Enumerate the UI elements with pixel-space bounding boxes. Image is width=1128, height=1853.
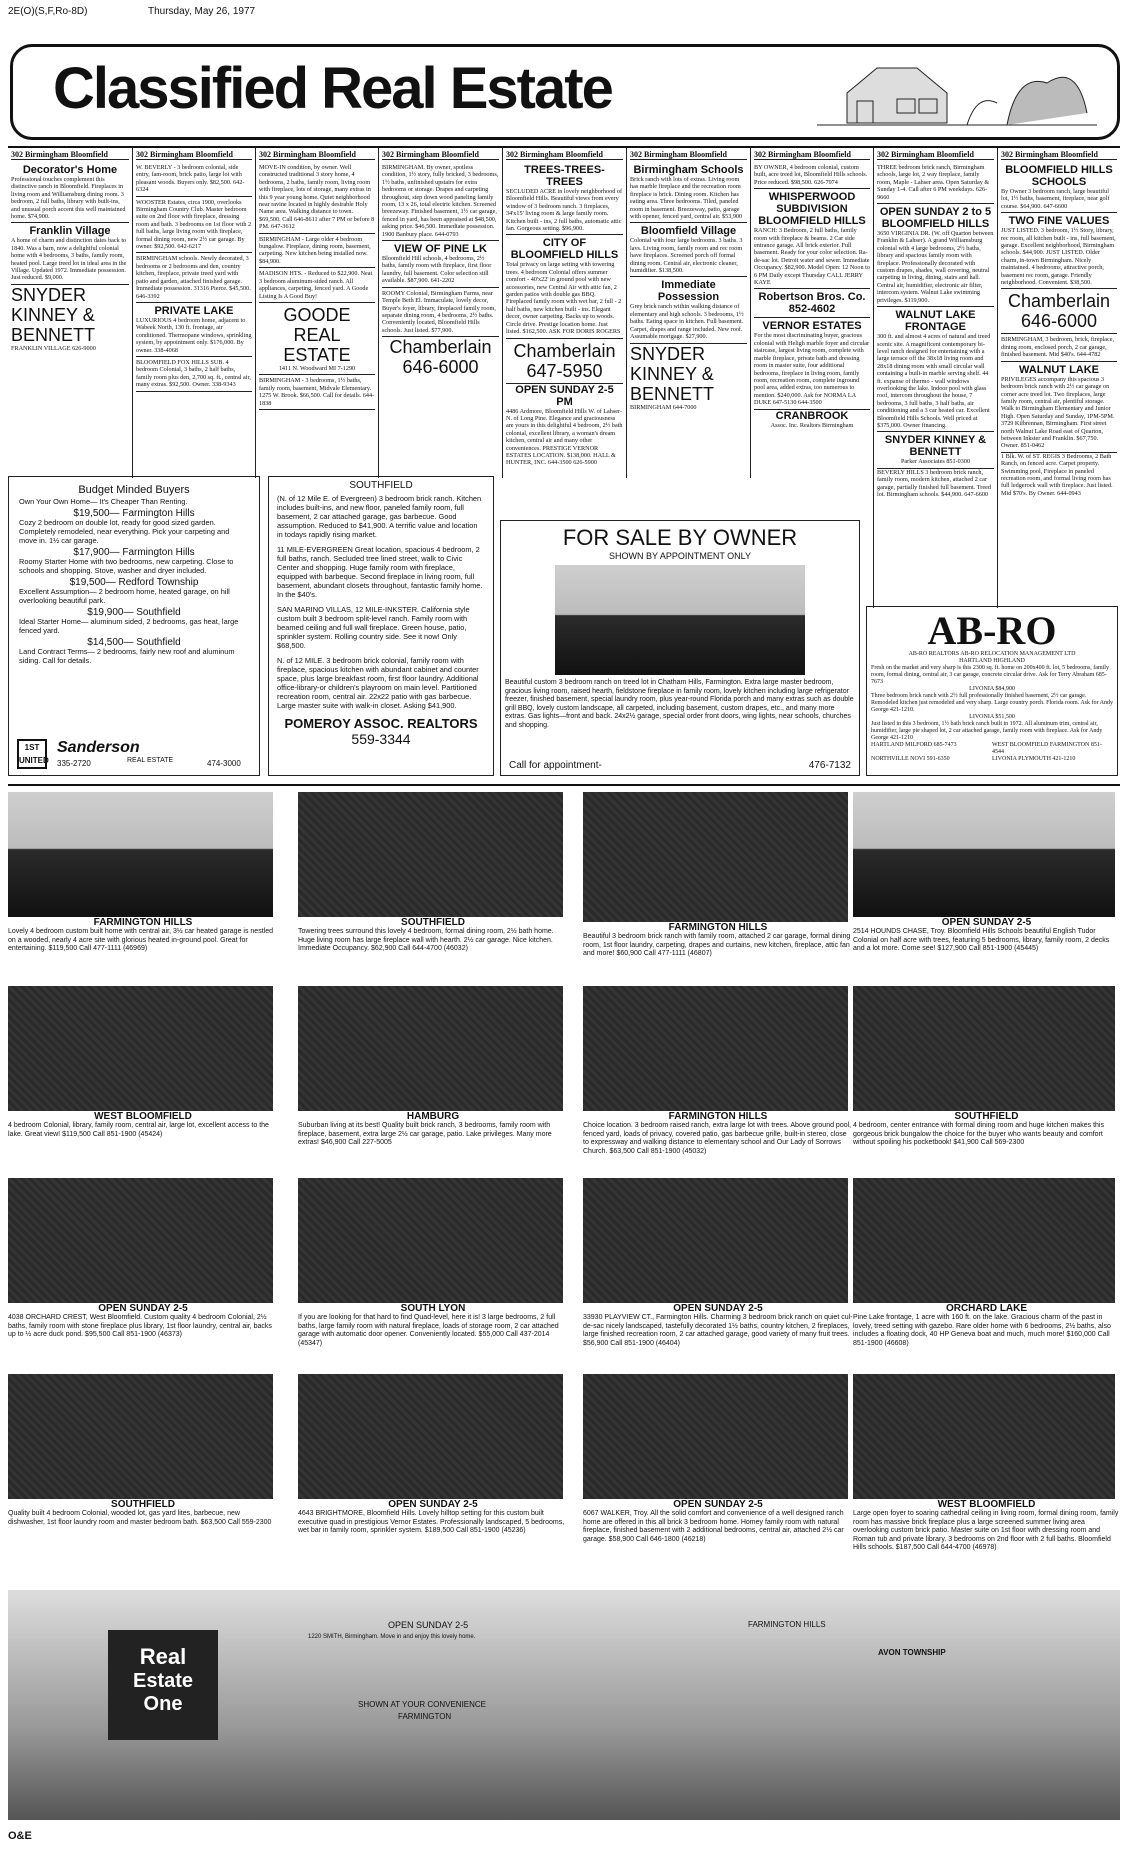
ad-body: 300 ft. and almost 4 acres of natural and treed scenic site. A magnificent contemporary bi-level ranch designed for entertaining with a large terrace off the 38x18 living room and 28x18 dining room with small circular wall containing a built-in marble serving shelf. 44 ft. expanse of thermo - wall windows overlooking the lake. Indoor pool with glass roof, intercom throughout the house, 7 bedrooms, 3 full baths, 3 half baths, air conditioning and a 3 car heated car. Excellent Bloomfield Hills Schools. Well priced at $375,000. Owner financing. [877, 333, 991, 429]
listing-title: SOUTHFIELD [401, 917, 465, 928]
pomeroy-name: POMEROY ASSOC. REALTORS [284, 716, 478, 731]
listing-card [298, 1178, 568, 1358]
ad-body: Parker Associates 851-0300 [900, 458, 971, 466]
ad-title: WALNUT LAKE [1018, 363, 1100, 376]
listing-desc: 6067 WALKER, Troy. All the solid comfort and convenience of a well designed ranch home are offered in this all brick 3 bedroom home. Homey family room with natural fireplace, finished basement with 2 additional bedrooms, central air, attached 2½ car garage. $58,900 Call 646-1800 (46218) [583, 1510, 844, 1543]
fsbo-call: Call for appointment- [509, 760, 602, 771]
first-united-logo: 1ST UNITED [17, 739, 47, 769]
banner [10, 44, 1120, 140]
abro-ad [866, 606, 1118, 776]
house-photo [8, 1374, 273, 1499]
ad-title: Franklin Village [29, 225, 111, 238]
listing-desc: 33930 PLAYVIEW CT., Farmington Hills. Charming 3 bedroom brick ranch on quiet cul-de-sac nicely landscaped, tastefully decorated 1½ baths, country kitchen, 2 fireplaces, large finished recreation room, 2 car attached garage, good variety of many fruit trees. $56,900 Call 851-1900 (46404) [583, 1314, 853, 1347]
listing-desc: Quality built 4 bedroom Colonial, wooded lot, gas yard lites, barbecue, new dishwasher, 1st floor laundry room and master bedroom bath. $63,500 Call 559-2300 [8, 1510, 272, 1526]
ad-body: 4486 Ardmore, Bloomfield Hills W. of Lahser-N. of Long Pine. Elegance and graciousness are yours in this delightful 4 bedroom, 2½ bath colonial, excellent library, a woman's dream kitchen, central air and many other conveniences. PRESTIGE VERNOR ESTATES LOCATION. $138,000. HALL & HUNTER, INC. 644-3500 626-5900 [506, 407, 623, 467]
ad-body: BIRMINGHAM - 3 bedrooms, 1½ baths, family room, basement, Midvale Elementary. 1275 W. Brook. $66,500. Call for details. 644-1838 [259, 377, 375, 407]
bottom-strip [8, 1590, 1120, 1820]
column-heading: 302 Birmingham Bloomfield [754, 150, 870, 160]
ad-body: BIRMINGHAM schools. Newly decorated, 3 bedrooms or 2 bedrooms and den, country kitchen, fireplace, private treed yard with patio and garden, attached finished garage. Immediate possession. 31316 Pierce. $45,500. 646-3392 [136, 255, 251, 300]
house-photo [853, 792, 1115, 917]
pomeroy-ad [268, 476, 494, 776]
ad-body: BIRMINGHAM. By owner, spotless condition, 1½ story, fully bricked, 3 bedrooms, 1½ baths, unfinished upstairs for extra bedrooms or storage. Drapes and carpeting throughout, step down wood paneling family room, 13 x 26, total electric kitchen. Screened breezeway. Finished basement, 1½ car garage, fenced in yard, has been appraised at $48,500, asking price. $46,500. Immediate possession. 1900 Banbury place. 644-0793 [382, 164, 499, 238]
listing-desc: Pine Lake frontage, 1 acre with 160 ft. on the lake. Gracious charm of the past in lovely, treed setting with gazebo. Rare older home with 6 bedrooms, 2½ baths, also includes a floating dock, 40 HP Geneva boat and much, much more! $160,000 Call 851-1900 (46608) [853, 1314, 1111, 1347]
listing-desc: 2514 HOUNDS CHASE, Troy. Bloomfield Hills Schools beautiful English Tudor Colonial on half acre with trees, featuring 5 bedrooms, library, family room, 2 decks and a lot more. Come see! $127,900 Call 851-1900 (45445) [853, 928, 1110, 952]
column-heading: 302 Birmingham Bloomfield [382, 150, 499, 160]
listing-desc: 4 bedroom, center entrance with formal dining room and huge kitchen makes this gorgeous brick bungalow the choice for the buyer who wants beauty and comfort without spoiling his pocketbook! $41,900 Call 569-2300 [853, 1122, 1104, 1146]
listing-title: WEST BLOOMFIELD [94, 1111, 192, 1122]
listing-title: ORCHARD LAKE [945, 1303, 1028, 1314]
listing-card [853, 986, 1120, 1166]
ad-body: LUXURIOUS 4 bedroom home, adjacent to Wabeek North, 130 ft. frontage, air conditioned. Thermopane windows, sprinkling system, by appointment only. $176,000. By owner. 338-4068 [136, 316, 252, 354]
ad-title: PRIVATE LAKE [154, 304, 234, 317]
listing-price: $17,900— Farmington Hills [73, 547, 195, 558]
ad-body: BLOOMFIELD FOX HILLS SUB. 4 bedroom Colonial, 3 baths, 2 half baths, family room plus den, 2,700 sq. ft., central air, many extras. $92,500. Owner. 338-9343 [136, 358, 251, 389]
listing-desc: N. of 12 MILE. 3 bedroom brick colonial, family room with fireplace, spacious kitchen with abundant cabinet and counter space, plus large breakfast room, first floor laundry. Additional office-library-or children's playroom on main level. Partitioned recreation room, central air. 22x22 patio with gas barbecue. Large master suite with walk-in closet. Asking $41,900. [277, 656, 479, 710]
agency-name: Chamberlain [1007, 291, 1111, 312]
ad-body: PRIVILEGES accompany this spacious 3 bedroom brick ranch with 2½ car garage on corner acre treed lot. Two fireplaces, large family room, central air, plentiful storage. Walk to Birmingham Elementary and Junior High. Open Saturday and Sunday, 1PM-5PM. 3729 Kilbrennan, Birmingham. First street north Walnut Lake Road east of Quarton, between Inkster and Franklin. $67,750. Owner. 851-0462 [1001, 375, 1115, 450]
column-8 [873, 148, 997, 608]
listing-price: $19,500— Redford Township [69, 577, 199, 588]
office: NORTHVILLE NOVI 591-6350 [871, 756, 950, 762]
fsbo-desc: Beautiful custom 3 bedroom ranch on treed lot in Chatham Hills, Farmington. Extra large master bedroom, gracious living room, raised hearth, fieldstone fireplace in family room, lovely kitchen including large refrigerator freezer, finished basement, special laundry room, plus year-round Florida porch and many extras such as double grill BBQ, lovely custom landscape, all carpeted, including basement, custom drapes, etc., and many more extras. Gas lights—front and back. 24x2½ garage, special order front doors, wing lights, near schools, churches and shopping. [505, 679, 854, 729]
ad-title: WALNUT LAKE FRONTAGE [895, 309, 976, 334]
ad-title: OPEN SUNDAY 2 to 5 BLOOMFIELD HILLS [879, 206, 992, 231]
listing-title: OPEN SUNDAY 2-5 [941, 917, 1032, 928]
ad-intro: Own Your Own Home— It's Cheaper Than Renting. [19, 497, 188, 506]
ad-title: Decorator's Home [22, 164, 118, 176]
ad-body: WOOSTER Estates, circa 1900, overlooks Birmingham Country Club. Master bedroom suite on 2nd floor with fireplace, dressing room and bath. 3 bedrooms on 1st floor with 2 full baths, large living room with fireplace, formal dining room, new 2½ car garage. By owner. $92,500. 642-6217 [136, 198, 252, 251]
agency-name: Robertson Bros. Co. [758, 291, 866, 304]
agency-name: SNYDER KINNEY & BENNETT [630, 343, 715, 404]
ad-title: TREES-TREES-TREES [524, 164, 605, 188]
column-heading: 302 Birmingham Bloomfield [1001, 150, 1117, 160]
logo-line: Estate [132, 1670, 194, 1692]
convenience: SHOWN AT YOUR CONVENIENCE [358, 1700, 487, 1709]
ad-body: By Owner 3 bedroom ranch, large beautiful lot, 1½ baths, basement, fireplace, near golf course. $64,900. 647-6600 [1001, 188, 1110, 210]
listing-price: $14,500— Southfield [87, 637, 181, 648]
listing-card [583, 1374, 853, 1554]
listing-desc: Roomy Starter Home with two bedrooms, new carpeting. Close to schools and shopping. Stove, washer and dryer included. [19, 557, 234, 575]
column-heading: 302 Birmingham Bloomfield [877, 150, 994, 160]
listing-card [853, 1374, 1120, 1554]
sanderson-name: Sanderson [57, 739, 140, 756]
column-2 [132, 148, 255, 478]
column-heading: 302 Birmingham Bloomfield [11, 150, 129, 160]
listing-title: OPEN SUNDAY 2-5 [673, 1303, 763, 1314]
column-1 [8, 148, 132, 478]
listing-desc: Choice location. 3 bedroom raised ranch, extra large lot with trees. Above ground pool, fenced yard, loads of privacy, covered patio, gas barbecue grille, built-in stereo, close to expressway and walking distance to elementary school and Our Lady of Sorrows Church. $63,500 Call 851-1900 (45032) [583, 1122, 852, 1155]
house-photo [298, 1178, 563, 1303]
ad-body: Total privacy on large setting with towering trees. 4 bedroom Colonial offers summer comfort - 40'x22' in ground pool with new accessories, new Central Air with attic fan, 2 garden patios with double gas BBQ. Fireplaced family room with wet bar, 2 full - 2 half baths, new kitchen built - ins. Elegant decor, owner carpeting. Backs up to woods. Circle drive. Prestige location home. Just listed. $162,500. ASK FOR DORIS ROGERS [506, 261, 622, 336]
ad-body: 3650 VIRGINIA DR. (W. off Quarton between Franklin & Lahser). A grand Williamsburg colonial with 4 large bedrooms, 2½ baths, library and spacious family room with fireplace. Professionally decorated with custom drapes, shades, wall covering, neutral carpeting in living, dining, stairs and hall. Central air, humidifier, electronic air filter, intercom system. Walnut Lake swimming privileges. $119,900. [877, 230, 994, 304]
listing-title: WEST BLOOMFIELD [937, 1499, 1036, 1510]
abro-listing: Three bedroom brick ranch with 2½ full professionally finished basement, 2½ car garage. Remodeled kitchen just remodeled and very sharp. Large country porch. Florida room. Ask for Andy George 421-1210. [871, 693, 1113, 713]
ad-body: 1 Blk. W. of ST. REGIS 3 Bedrooms, 2 Bath Ranch, on fenced acre. Carpet property. Swimming pool, Fireplace in paneled recreation room, and formal living room has full ledgerock wall with fireplace. Just listed. Mid $70's. By Owner. 644-0943 [1001, 452, 1113, 497]
page-title: Classified Real Estate [53, 56, 612, 121]
listing-price: $19,900— Southfield [87, 607, 181, 618]
ad-body: BIRMINGHAM 644-7000 [630, 403, 697, 411]
photo-grid [8, 784, 1120, 1579]
pomeroy-phone: 559-3344 [351, 731, 411, 747]
agency-phone: 647-5950 [526, 360, 603, 381]
column-9 [997, 148, 1120, 608]
column-heading: 302 Birmingham Bloomfield [506, 150, 623, 160]
abro-listing: Just listed in this 3 bedroom, 1½ bath brick ranch built in 1972. All aluminum trim, central air, humidifier, large pie shaped lot, 2 car attached garage, family room with fireplace. Ask for Andy George 421-1210 [871, 721, 1103, 741]
ad-body: BIRMINGHAM - Large older 4 bedroom bungalow. Fireplace, dining room, basement, carpeting. New kitchen being installed now. $84,900. [259, 235, 371, 265]
house-photo [8, 1178, 273, 1303]
ad-body: Brick ranch with lots of extras. Living room has marble fireplace and the recreation room fireplace is brick. Dining room. Kitchen has eating area. Three bedrooms. Tiled, paneled room in basement. Breezeway, patio, garage with opener, fenced yard, central air. $53,900 [630, 176, 743, 221]
ad-body: Professional touches complement this distinctive ranch in Bloomfield. Fireplaces in living room and Williamsburg dining room. 3 bedroom, 2 full baths, library with built-ins, and unusual porch accent this well maintained home. $74,900. [11, 176, 126, 221]
listing-desc: Land Contract Terms— 2 bedrooms, fairly new roof and aluminum siding. Call for details. [19, 647, 235, 665]
house-photo [583, 1178, 848, 1303]
ad-body: THREE bedroom brick ranch, Birmingham schools, large lot, 2 way fireplace, family room, Maple - Lahser area. Open Saturday & Sunday 1-4. Call after 6 PM weekdays. 626-9660 [877, 164, 990, 201]
house-photo [583, 1374, 848, 1499]
listing-card [853, 792, 1120, 972]
logo-line: One [143, 1693, 183, 1715]
column-4 [378, 148, 502, 478]
ad-title: Immediate Possession [657, 279, 720, 304]
abro-logo: AB-RO [927, 608, 1057, 653]
ad-body: BY OWNER, 4 bedroom colonial, custom built, acre treed lot, Bloomfield Hills schools. Price reduced. $98,500. 626-7974 [754, 164, 868, 186]
abro-line: AB-RO REALTORS AB-RO RELOCATION MANAGEMENT LTD [908, 651, 1076, 657]
abro-price: LIVONIA $84,900 [969, 686, 1015, 692]
agency-phone: 646-6000 [1020, 311, 1098, 332]
ad-title: WHISPERWOOD SUBDIVISION BLOOMFIELD HILLS [758, 191, 866, 228]
phone-number: 335-2720 [57, 759, 91, 768]
agency-name: Chamberlain [513, 340, 616, 361]
office: LIVONIA PLYMOUTH 421-1210 [992, 756, 1076, 762]
office: HARTLAND MILFORD 685-7473 [871, 742, 957, 748]
listing-card [298, 1374, 568, 1554]
sanderson-footer [17, 739, 251, 769]
ad-body: FRANKLIN VILLAGE 626-9000 [11, 344, 96, 352]
ad-body: MOVE-IN condition, by owner. Well constructed traditional 3 story home, 4 bedrooms, 2 baths, family room, living room with fireplace, lots of storage, many extras in this 9 year young home. Quiet neighborhood near ravine located in highly desirable Holy Name area. Walking distance to town. $69,500. Call 646-8611 after 7 PM or before 8 PM. 647-3612 [259, 164, 375, 231]
house-photo [583, 986, 848, 1111]
house-photo [298, 792, 563, 917]
listing-desc: Lovely 4 bedroom custom built home with central air, 3½ car heated garage is nestled on a wooded, nearly 4 acre site with glorious heated in-ground pool. Great for entertaining. $119,500 Call 477-1111 (46969) [8, 928, 273, 952]
listing-title: OPEN SUNDAY 2-5 [673, 1499, 763, 1510]
agency-name: SNYDER KINNEY & BENNETT [11, 284, 96, 345]
house-photo [8, 986, 273, 1111]
agency-phone: 852-4602 [788, 303, 836, 316]
listing-card [8, 1374, 278, 1554]
abro-line: HARTLAND HIGHLAND [959, 658, 1025, 664]
fsbo-sub: SHOWN BY APPOINTMENT ONLY [608, 551, 752, 561]
fsbo-ad [500, 520, 860, 776]
ad-title: BLOOMFIELD HILLS SCHOOLS [1005, 164, 1113, 188]
ad-title: VIEW OF PINE LK [394, 243, 487, 256]
listing-card [583, 1178, 853, 1358]
ad-body: SECLUDED ACRE in lovely neighborhood of Bloomfield Hills. Beautiful views from every window of 3 bedroom ranch. 3 fireplaces, 34'x15' living room & large family room. Kitchen built - ins, 2 full baths, automatic attic fan. Gorgeous setting. $96,900. [506, 188, 623, 233]
page-footer: O&E [8, 1830, 32, 1842]
avon-township: AVON TOWNSHIP [878, 1648, 946, 1657]
fsbo-phone: 476-7132 [808, 760, 851, 771]
listing-card [8, 1178, 278, 1358]
listing-title: FARMINGTON HILLS [93, 917, 193, 928]
listing-desc: 4038 ORCHARD CREST, West Bloomfield. Custom quality 4 bedroom Colonial, 2½ baths, family room with stone fireplace plus library, 1st floor laundry, central air, backs up to ½ acre duck pond. $95,500 Call 851-1900 (46373) [8, 1314, 272, 1338]
office: WEST BLOOMFIELD FARMINGTON 851-4544 [992, 742, 1102, 755]
farmington-hills: FARMINGTON HILLS [748, 1620, 826, 1629]
listing-desc: Excellent Assumption— 2 bedroom home, heated garage, on hill overlooking beautiful park. [19, 587, 230, 605]
ad-title: VERNOR ESTATES [762, 320, 862, 333]
house-photo [853, 1178, 1115, 1303]
agency-name: Chamberlain [389, 337, 492, 358]
sanderson-ad [8, 476, 260, 776]
agency-name: CRANBROOK [775, 409, 849, 422]
ad-body: 1411 N. Woodward MI 7-1290 [278, 364, 356, 372]
real-estate-one-logo [108, 1630, 218, 1740]
listing-card [298, 792, 568, 972]
listing-desc: 11 MILE-EVERGREEN Great location, spacious 4 bedroom, 2 full baths, ranch. Secluded tree lined street, walk to Civic Center and shopping. Huge family room with fireplace, equipped with barbeque. Second fireplace in living room, full basement, abundant closets throughout, fantastic family home. In the $40's. [277, 545, 483, 599]
listing-title: FARMINGTON HILLS [668, 922, 768, 933]
ad-heading: Budget Minded Buyers [78, 484, 190, 496]
listing-card [583, 792, 853, 972]
ad-title: OPEN SUNDAY 2-5 PM [515, 383, 614, 408]
house-photo [298, 986, 563, 1111]
ad-body: Colonial with four large bedrooms. 3 baths. 3 lavs. Living room, family room and rec room have fireplaces. Screened porch off formal dining room. Central air, electronic cleaner, humidifier. $138,500. [630, 237, 743, 275]
listing-card [8, 792, 278, 972]
ad-body: BEVERLY HILLS 3 bedroom brick ranch, family room, modern kitchen, attached 2 car garage, partially finished full basement. Treed lot. Birmingham schools. $44,900. 647-6600 [877, 468, 991, 498]
column-heading: 302 Birmingham Bloomfield [630, 150, 747, 160]
ad-body: RANCH: 3 Bedroom, 2 full baths, family room with fireplace & beams. 2 Car side entrance garage. All brick exterior. Full basement. Ready for your color selection. Ra-de-sac lot. Detroit water and sewer. Immediate Occupancy. $82,900. Model Open: 12 Noon to 6 PM Daily except Thursday CALL JERRY KAYE [754, 227, 870, 287]
house-photo [853, 986, 1115, 1111]
listing-desc: (N. of 12 Mile E. of Evergreen) 3 bedroom brick ranch. Kitchen includes built-ins, and new floor, paneled family room, full basement, 2 car attached garage, gas barbecue. Good assumption. Reduced to $41,900. A terrific value and location in todays rapidly rising market. [277, 494, 482, 539]
column-3 [255, 148, 378, 478]
ad-heading: SOUTHFIELD [349, 480, 413, 491]
ad-body: BIRMINGHAM, 3 bedroom, brick, fireplace, dining room, enclosed porch, 2 car garage, finished basement. Mid $40's. 644-4782 [1001, 336, 1115, 359]
page-code: 2E(O)(S,F,Ro-8D) [8, 6, 88, 17]
ad-body: JUST LISTED. 3 bedroom, 1½ Story, library, rec room, all kitchen built - ins, full basement, garage. Excellent neighborhood, Birmingham schools. $44,900. JUST LISTED. Older charm, in-town Birmingham. Nicely maintained. 4 bedrooms, attractive porch, basement rec room, garage. Friendly neighborhood. Convenient. $38,500. [1001, 227, 1116, 287]
ad-body: W. BEVERLY - 3 bedroom colonial, side entry, fam-room, brick patio, large lot with pleasant woods. Buyers only. $82,500. 642-6324 [136, 164, 245, 194]
listing-card [583, 986, 853, 1166]
phone-number: 474-3000 [207, 759, 241, 768]
listing-desc: Ideal Starter Home— aluminum sided, 2 bedrooms, gas heat, large fenced yard. [19, 617, 239, 635]
ad-body: MADISON HTS. - Reduced to $22,900. Neat 3 bedroom aluminum-sided ranch. All appliances, carpeting, fenced yard. A Goode Listing Is A Good Buy! [259, 270, 373, 300]
ad-title: TWO FINE VALUES [1008, 215, 1110, 228]
ad-body: Assoc. Inc. Realtors Birmingham [770, 421, 854, 429]
listing-price: $19,500— Farmington Hills [73, 508, 195, 519]
house-illustration [807, 53, 1107, 133]
listing-title: FARMINGTON HILLS [668, 1111, 768, 1122]
house-photo [555, 565, 805, 675]
agency-name: SNYDER KINNEY & BENNETT [884, 434, 987, 459]
listing-desc: Towering trees surround this lovely 4 bedroom, formal dining room, 2½ bath home. Huge living room has large fireplace wall with hearth. 2½ car garage. Nice kitchen. Immediate Occupancy. $62,900 Call 644-4700 (46032) [298, 928, 554, 952]
abro-price: LIVONIA $51,500 [969, 714, 1015, 720]
agency-phone: 646-6000 [402, 357, 479, 378]
column-5 [502, 148, 626, 478]
fsbo-title: FOR SALE BY OWNER [562, 525, 798, 550]
ad-body: Bloomfield Hill schools, 4 bedrooms, 2½ baths, family room with fireplace, first floor laundry, full basement. Color selection still available. $87,900. 641-2202 [382, 255, 492, 285]
column-6 [626, 148, 750, 478]
listing-title: OPEN SUNDAY 2-5 [98, 1303, 188, 1314]
ad-title: Birmingham Schools [633, 164, 744, 176]
logo-line: Real [139, 1644, 187, 1669]
listing-desc: Large open foyer to soaring cathedral ceiling in living room, formal dining room, family room has massive brick fireplace plus a large screened summer living area overlooking custom brick patio. Master suite on 1st floor with dressing room and Roman tub and private library. 3 bedrooms on 2nd floor with 2 full baths. Bloomfield Hills schools. $187,500 Call 644-4700 (46978) [853, 1510, 1119, 1551]
column-heading: 302 Birmingham Bloomfield [259, 150, 375, 160]
listing-title: SOUTHFIELD [954, 1111, 1019, 1122]
ad-body: A home of charm and distinction dates back to 1840. Was a barn, now a delightful colonial home with 4 bedrooms, 3 baths, family room, heated pool. Large treed lot in ideal area in the Village. Updated 1972. Immediate possession. Just reduced. $9,000. [11, 237, 127, 282]
agency-name: GOODE REAL ESTATE [283, 304, 351, 365]
house-photo [8, 792, 273, 917]
open-sunday: OPEN SUNDAY 2-5 [388, 1620, 469, 1630]
listing-desc: 4 bedroom Colonial, library, family room, central air, large lot, excellent access to the lake. Great view! $119,500 Call 851-1900 (45424) [8, 1122, 269, 1138]
house-photo [583, 792, 848, 922]
date-line: Thursday, May 26, 1977 [148, 6, 256, 17]
ad-body: Grey brick ranch within walking distance of elementary and high schools. 3 bedrooms, 1½ baths. Eating space in kitchen. Full basement. Carpet, drapes and range included. New roof. Assumable mortgage. $27,900. [630, 303, 744, 341]
listing-card [8, 986, 278, 1166]
abro-offices [871, 742, 1113, 763]
listing-title: SOUTHFIELD [111, 1499, 175, 1510]
listing-title: OPEN SUNDAY 2-5 [388, 1499, 478, 1510]
abro-listing: Fresh on the market and very sharp is this 2300 sq. ft. home on 200x400 ft. lot, 5 bedrooms, family room, formal dining, central air, 3 car garage, concrete circular drive. Ask for Terry Abraham 685-7673 [871, 665, 1109, 685]
listing-title: SOUTH LYON [400, 1303, 466, 1314]
ad-title: Bloomfield Village [640, 225, 737, 238]
listing-desc: If you are looking for that hard to find Quad-level, here it is! 3 large bedrooms, 2 full baths, large family room with natural fireplace, loads of storage room, 2 car attached garage with automatic door opener. Conveniently located. $55,000 Call 437-2014 (45347) [298, 1314, 559, 1347]
listing-desc: SAN MARINO VILLAS, 12 MILE-INKSTER. California style custom built 3 bedroom split-level ranch. Family room with beamed ceiling and full wall fireplace. Green house, patio, sprinkler system. Rolling country side. See it now! Only $68,500. [277, 605, 470, 650]
column-heading: 302 Birmingham Bloomfield [136, 150, 252, 160]
listing-card [298, 986, 568, 1166]
listing-desc: Cozy 2 bedroom on double lot, ready for good sized garden. Completely remodeled, near everything. Pick your carpeting and move in. 1½ car garage. [19, 518, 230, 545]
ad-body: ROOMY Colonial, Birmingham Farms, near Temple Beth El. Immaculate, lovely decor, Buyer's foyer, library, fireplaced family room, separate dining room, 4 bedrooms, 2½ baths. Conveniently located, Bloomfield Hills schools. Just listed. $77,900. [382, 289, 496, 334]
farmington: FARMINGTON [398, 1712, 452, 1721]
ad-title: CITY OF BLOOMFIELD HILLS [510, 237, 619, 262]
listing-desc: Suburban living at its best! Quality built brick ranch, 3 bedrooms, family room with fireplace, basement, extra large 2½ car garage, patio. Lake privileges. Many more extras! $46,900 Call 227-5005 [298, 1122, 552, 1146]
listing-title: HAMBURG [406, 1111, 460, 1122]
house-photo [853, 1374, 1115, 1499]
column-7 [750, 148, 873, 478]
open-desc: 1220 SMITH, Birmingham. Move in and enjoy this lovely home. [308, 1634, 476, 1640]
house-photo [298, 1374, 563, 1499]
listing-card [853, 1178, 1120, 1358]
ad-body: For the most discriminating buyer, gracious colonial with Heligh marble foyer and circular staircase, largest living room, complete with marble fireplace, private bath and dressing room in master suite, four additional bedrooms, fireplace in living room, family room, recreation room, complete inground pool area, added extras, too numerous to mention. $240,000. Ask for NORMA LA DUKE 647-5130 644-3500 [754, 332, 870, 407]
listing-desc: 4643 BRIGHTMORE, Bloomfield Hills. Lovely hilltop setting for this custom built executive quad in prestigious Vernor Estates. Professionally landscaped, 5 bedrooms, wet bar in family room, sprinkler system. $189,500 Call 851-1900 (45236) [298, 1510, 565, 1534]
listing-desc: Beautiful 3 bedroom brick ranch with family room, attached 2 car garage, formal dining room, 1st floor laundry, carpeting, drapes and curtains, new kitchen, fireplace, attic fan and more! $60,900 Call 477-1111 (46807) [583, 933, 851, 957]
sanderson-sub: REAL ESTATE [127, 757, 174, 764]
